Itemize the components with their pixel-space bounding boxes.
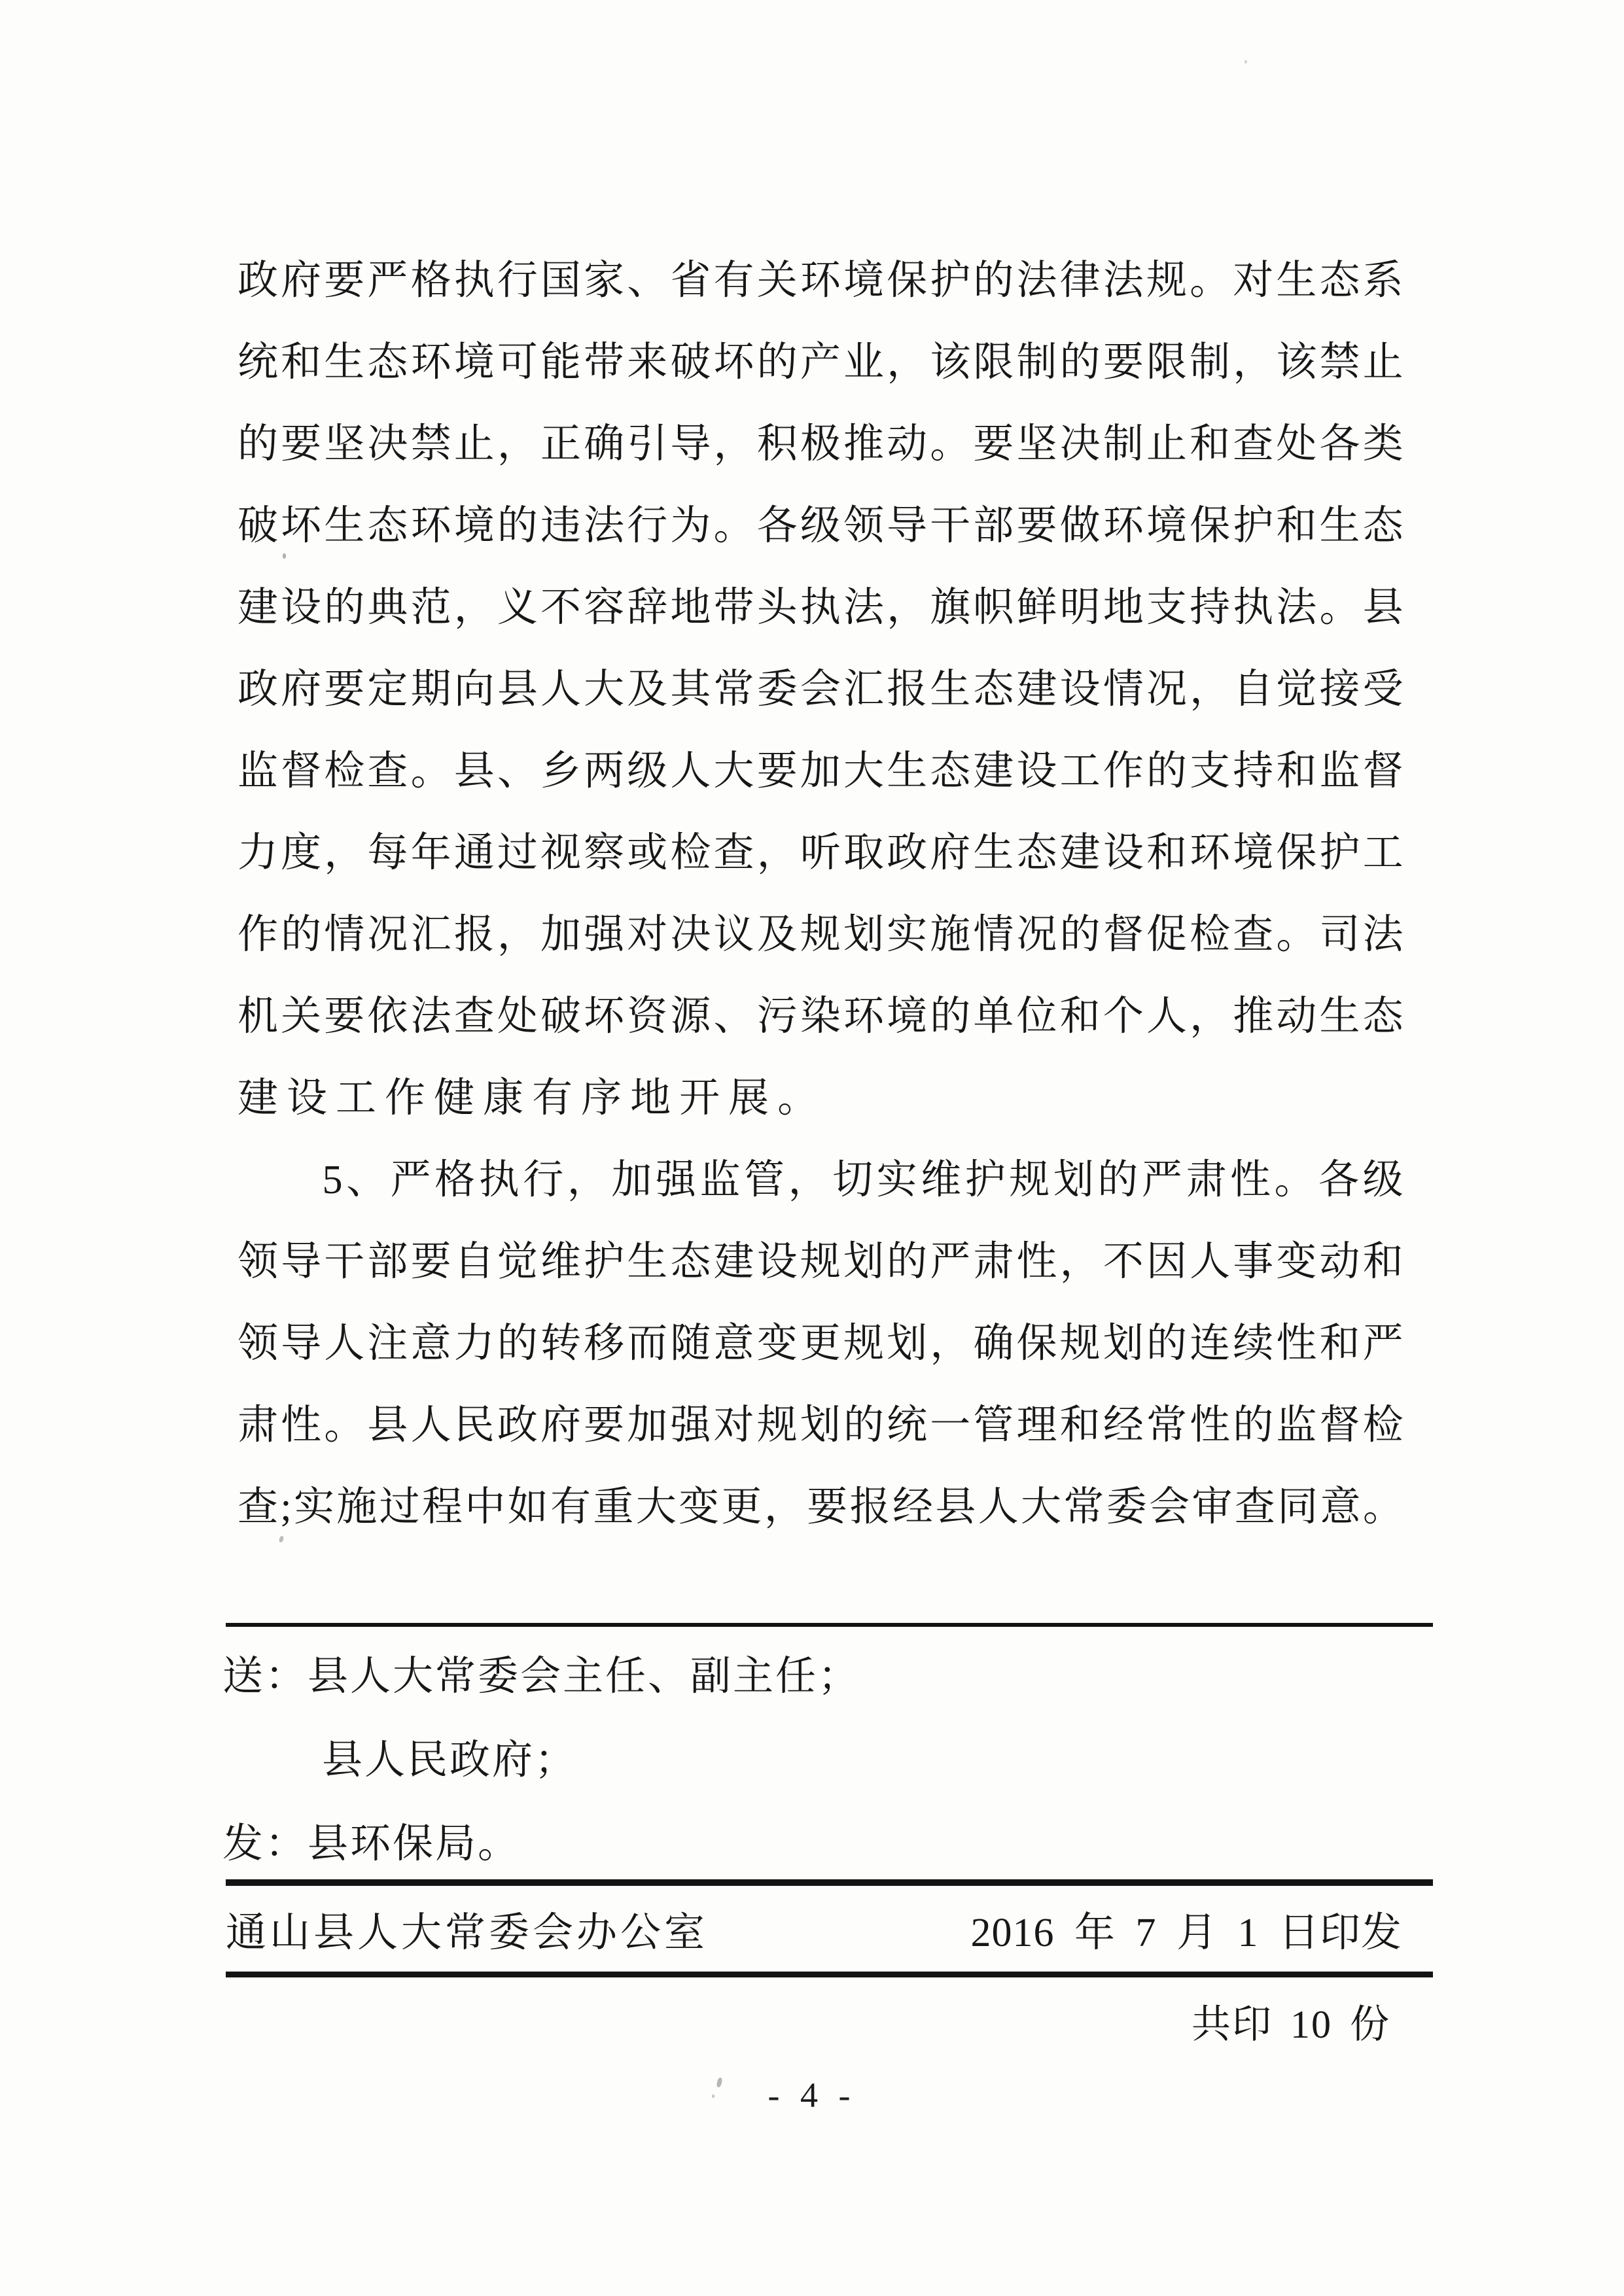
print-date: 2016 年 7 月 1 日印发	[970, 1911, 1402, 1955]
body-line: 查 ; 实 施 过 程 中 如 有 重 大 变 更 ， 要 报 经 县 人 大 常 委 会 审 查 同 意 。	[238, 1484, 1403, 1529]
page-number: - 4 -	[768, 2075, 856, 2115]
distribution-divider-rule	[226, 1623, 1433, 1627]
body-line: 领 导 干 部 要 自 觉 维 护 生 态 建 设 规 划 的 严 肃 性 ， 不 因 人 事 变 动 和	[238, 1239, 1403, 1284]
body-line: 政 府 要 严 格 执 行 国 家 、 省 有 关 环 境 保 护 的 法 律 法 规 。 对 生 态 系	[238, 258, 1403, 303]
scan-speck	[1244, 60, 1247, 63]
body-line: 力 度 ， 每 年 通 过 视 察 或 检 查 ， 听 取 政 府 生 态 建 设 和 环 境 保 护 工	[238, 830, 1403, 875]
distribution-government-line: 县人民政府；	[322, 1737, 578, 1783]
body-line: 监 督 检 查 。 县 、 乡 两 级 人 大 要 加 大 生 态 建 设 工 作 的 支 持 和 监 督	[238, 748, 1403, 793]
body-line: 的 要 坚 决 禁 止 ， 正 确 引 导 ， 积 极 推 动 。 要 坚 决 制 止 和 查 处 各 类	[238, 421, 1403, 466]
body-line: 统 和 生 态 环 境 可 能 带 来 破 坏 的 产 业 ， 该 限 制 的 要 限 制 ， 该 禁 止	[238, 339, 1403, 385]
distribution-issue-line: 发：县环保局。	[222, 1821, 521, 1866]
imprint-top-rule	[226, 1879, 1433, 1886]
issuing-office: 通山县人大常委会办公室	[226, 1911, 709, 1955]
body-line: 建 设 工 作 健 康 有 序 地 开 展 。	[238, 1075, 819, 1121]
document-body-text	[238, 239, 1403, 1548]
paragraph-indent	[238, 1179, 319, 1180]
distribution-send-line: 送：县人大常委会主任、副主任；	[222, 1654, 861, 1699]
body-line: 机 关 要 依 法 查 处 破 坏 资 源 、 污 染 环 境 的 单 位 和 个 人 ， 推 动 生 态	[238, 994, 1403, 1039]
distribution-list	[222, 1630, 1433, 1881]
imprint-row	[226, 1891, 1402, 1966]
body-line: 5 、 严 格 执 行 ， 加 强 监 管 ， 切 实 维 护 规 划 的 严 肃 性 。 各 级	[238, 1139, 1403, 1221]
body-line: 领 导 人 注 意 力 的 转 移 而 随 意 变 更 规 划 ， 确 保 规 划 的 连 续 性 和 严	[238, 1321, 1403, 1366]
body-line: 破 坏 生 态 环 境 的 违 法 行 为 。 各 级 领 导 干 部 要 做 环 境 保 护 和 生 态	[238, 503, 1403, 548]
scan-speck	[283, 553, 286, 559]
body-line: 肃 性 。 县 人 民 政 府 要 加 强 对 规 划 的 统 一 管 理 和 经 常 性 的 监 督 检	[238, 1402, 1403, 1448]
body-line: 作 的 情 况 汇 报 ， 加 强 对 决 议 及 规 划 实 施 情 况 的 督 促 检 查 。 司 法	[238, 912, 1403, 957]
scan-speck	[712, 2095, 715, 2098]
body-line: 建 设 的 典 范 ， 义 不 容 辞 地 带 头 执 法 ， 旗 帜 鲜 明 地 支 持 执 法 。 县	[238, 585, 1403, 630]
print-copies: 共印 10 份	[1192, 2003, 1390, 2046]
imprint-bottom-rule	[226, 1972, 1433, 1977]
body-line: 政 府 要 定 期 向 县 人 大 及 其 常 委 会 汇 报 生 态 建 设 情 况 ， 自 觉 接 受	[238, 667, 1403, 712]
